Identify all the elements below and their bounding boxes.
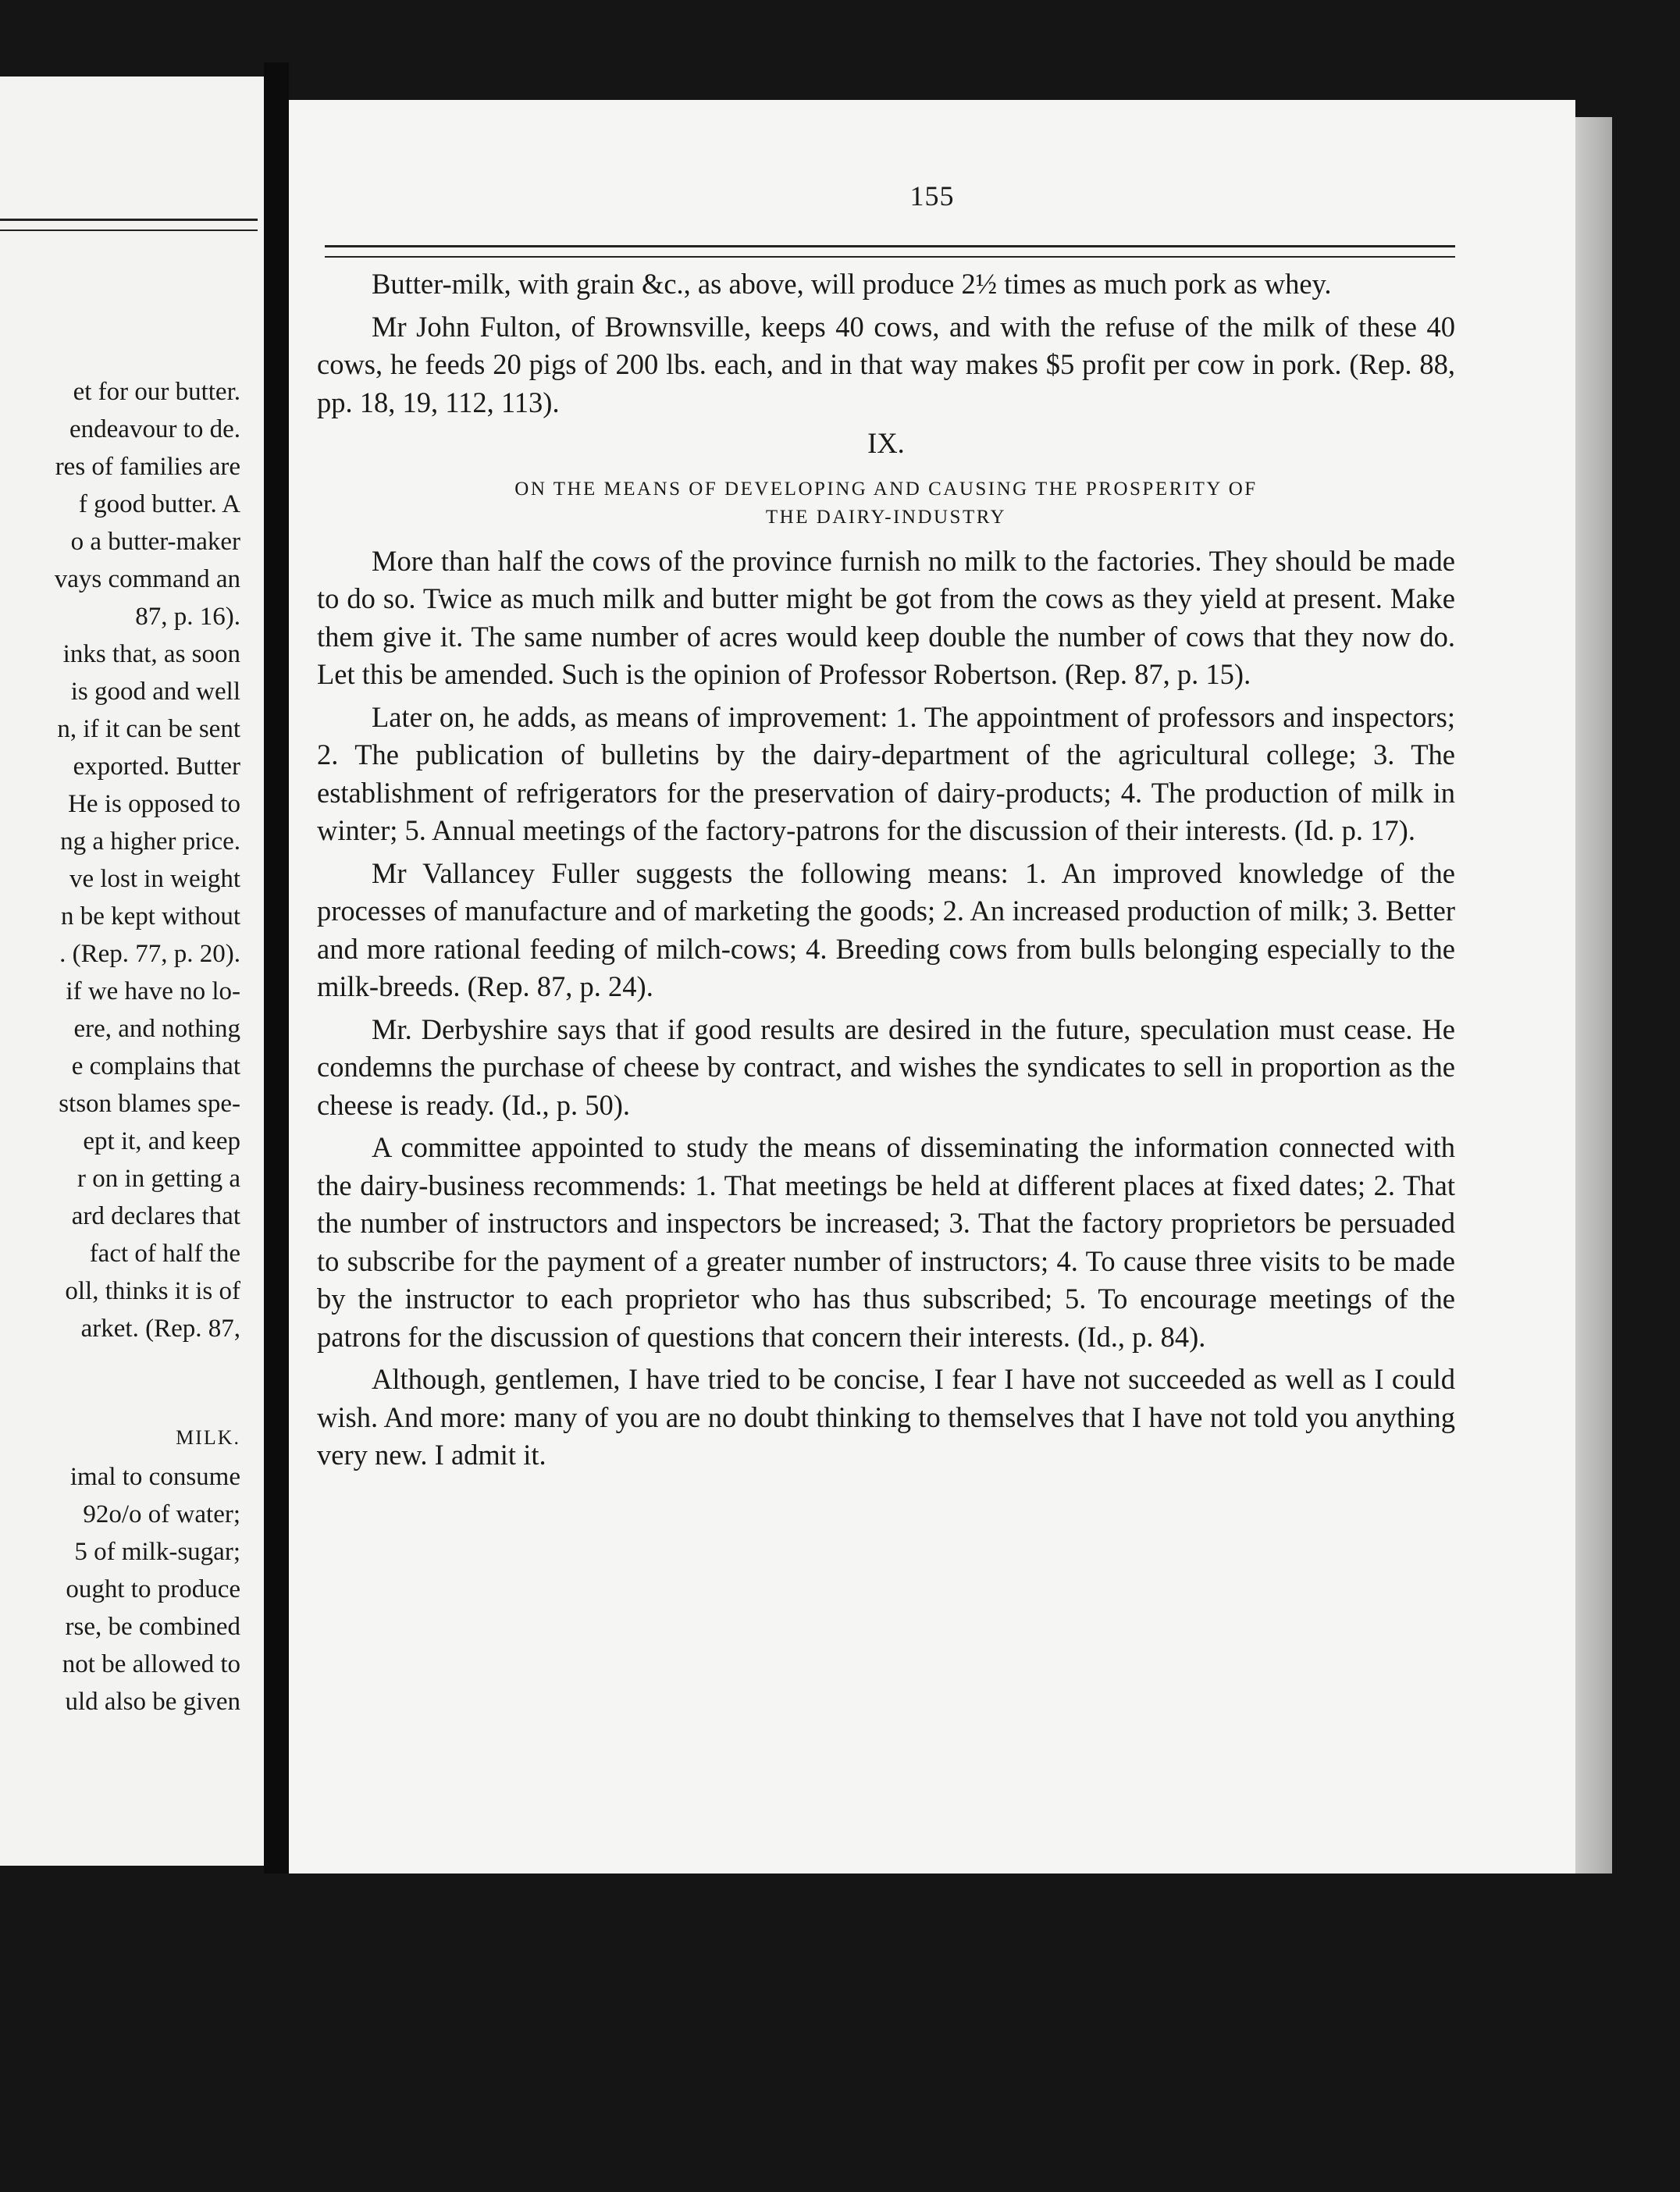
left-page: [0, 77, 264, 1866]
left-line: f good butter. A: [78, 490, 240, 518]
left-line: inks that, as soon: [62, 640, 240, 668]
left-line: He is opposed to: [68, 790, 240, 818]
left-line: o a butter-maker: [70, 528, 240, 556]
left-line: endeavour to de.: [69, 415, 240, 443]
book-gutter: [264, 62, 289, 1874]
left-line: e complains that: [71, 1052, 240, 1080]
left-line: ept it, and keep: [83, 1127, 240, 1155]
left-line: rse, be combined: [65, 1613, 240, 1641]
paragraph: Mr. Derbyshire says that if good results are desired in the future, speculation must cease. He condemns the purchase of cheese by contract, and wishes the syndicates to sell in proportion as the cheese is ready. (Id., p. 50).: [317, 1012, 1455, 1121]
left-section-heading: MILK.: [176, 1426, 240, 1449]
left-line: exported. Butter: [73, 753, 240, 781]
paragraph: A committee appointed to study the means of disseminating the information connected with the dairy-business recommends: 1. That meetings be held at different places at fixed dates; 2. That the number of instructors and inspectors be increased; 3. That the factory proprietors be persuaded to subscribe for the payment of a greater number of instructors; 4. To cause three visits to be made by the instructor to each proprietor who has thus subscribed; 5. To encourage meetings of the patrons for the discussion of questions that concern their interests. (Id., p. 84).: [317, 1131, 1455, 1353]
section-number: IX.: [867, 427, 905, 459]
paragraph: Although, gentlemen, I have tried to be concise, I fear I have not succeeded as well as I could wish. And more: many of you are no doubt thinking to themselves that I have not told you anything very new. I admit it.: [317, 1363, 1455, 1471]
paragraph: More than half the cows of the province furnish no milk to the factories. They should be made to do so. Twice as much milk and butter might be got from the cows as they yield at present. Make them give it. The same number of acres would keep double the number of cows that they now do. Let this be amended. Such is the opinion of Professor Robertson. (Rep. 87, p. 15).: [317, 544, 1455, 690]
left-line: vays command an: [54, 565, 240, 593]
page-body: [317, 265, 1455, 1475]
paragraph: Butter-milk, with grain &c., as above, will produce 2½ times as much pork as whey.: [372, 268, 1332, 300]
paragraph: Mr Vallancey Fuller suggests the following means: 1. An improved knowledge of the processes of manufacture and of marketing the goods; 2. An increased production of milk; 3. Better and more rational feeding of milch-cows; 4. Breeding cows from bulls belonging especially to the milk-breeds. (Rep. 87, p. 24).: [317, 856, 1455, 1002]
left-line: if we have no lo-: [66, 977, 240, 1005]
left-line: et for our butter.: [73, 378, 240, 406]
left-line: ve lost in weight: [69, 865, 240, 893]
left-line: ard declares that: [71, 1202, 240, 1230]
left-header-rule: [0, 219, 258, 221]
header-rule-2: [325, 256, 1455, 258]
left-line: res of families are: [55, 453, 240, 481]
left-line: fact of half the: [89, 1240, 240, 1268]
paragraph: Later on, he adds, as means of improvement: 1. The appointment of professors and inspectors; 2. The publication of bulletins by the dairy-department of the agricultural college; 3. The establishment of refrigerators for the preservation of dairy-products; 4. The production of milk in winter; 5. Annual meetings of the factory-patrons for the discussion of their interests. (Id. p. 17).: [317, 700, 1455, 846]
left-line: n, if it can be sent: [57, 715, 240, 743]
section-title-line-1: ON THE MEANS OF DEVELOPING AND CAUSING THE PROSPERITY OF: [514, 478, 1258, 500]
header-rule: [325, 245, 1455, 247]
left-line: stson blames spe-: [59, 1090, 240, 1118]
left-line: uld also be given: [65, 1688, 240, 1716]
page-number: 155: [909, 180, 955, 212]
section-title-line-2: THE DAIRY-INDUSTRY: [765, 506, 1007, 528]
left-line: 5 of milk-sugar;: [74, 1538, 240, 1566]
left-line: ng a higher price.: [60, 827, 240, 856]
left-line: ere, and nothing: [73, 1015, 240, 1043]
left-line: . (Rep. 77, p. 20).: [59, 940, 240, 968]
left-line: oll, thinks it is of: [65, 1277, 240, 1305]
left-line: is good and well: [70, 678, 240, 706]
paragraph: Mr John Fulton, of Brownsville, keeps 40 cows, and with the refuse of the milk of these 40 cows, he feeds 20 pigs of 200 lbs. each, and in that way makes $5 profit per cow in pork. (Rep. 88, pp. 18, 19, 112, 113).: [317, 310, 1455, 418]
right-page: [289, 100, 1575, 1874]
left-header-rule-2: [0, 230, 258, 231]
left-line: imal to consume: [69, 1463, 240, 1491]
left-line: n be kept without: [60, 902, 240, 931]
left-line: 87, p. 16).: [135, 603, 240, 631]
left-line: r on in getting a: [77, 1165, 240, 1193]
left-line: ought to produce: [66, 1575, 240, 1603]
left-line: not be allowed to: [62, 1650, 240, 1678]
section-title: [317, 475, 1455, 532]
left-line: 92o/o of water;: [83, 1500, 240, 1528]
left-line: arket. (Rep. 87,: [80, 1315, 240, 1343]
